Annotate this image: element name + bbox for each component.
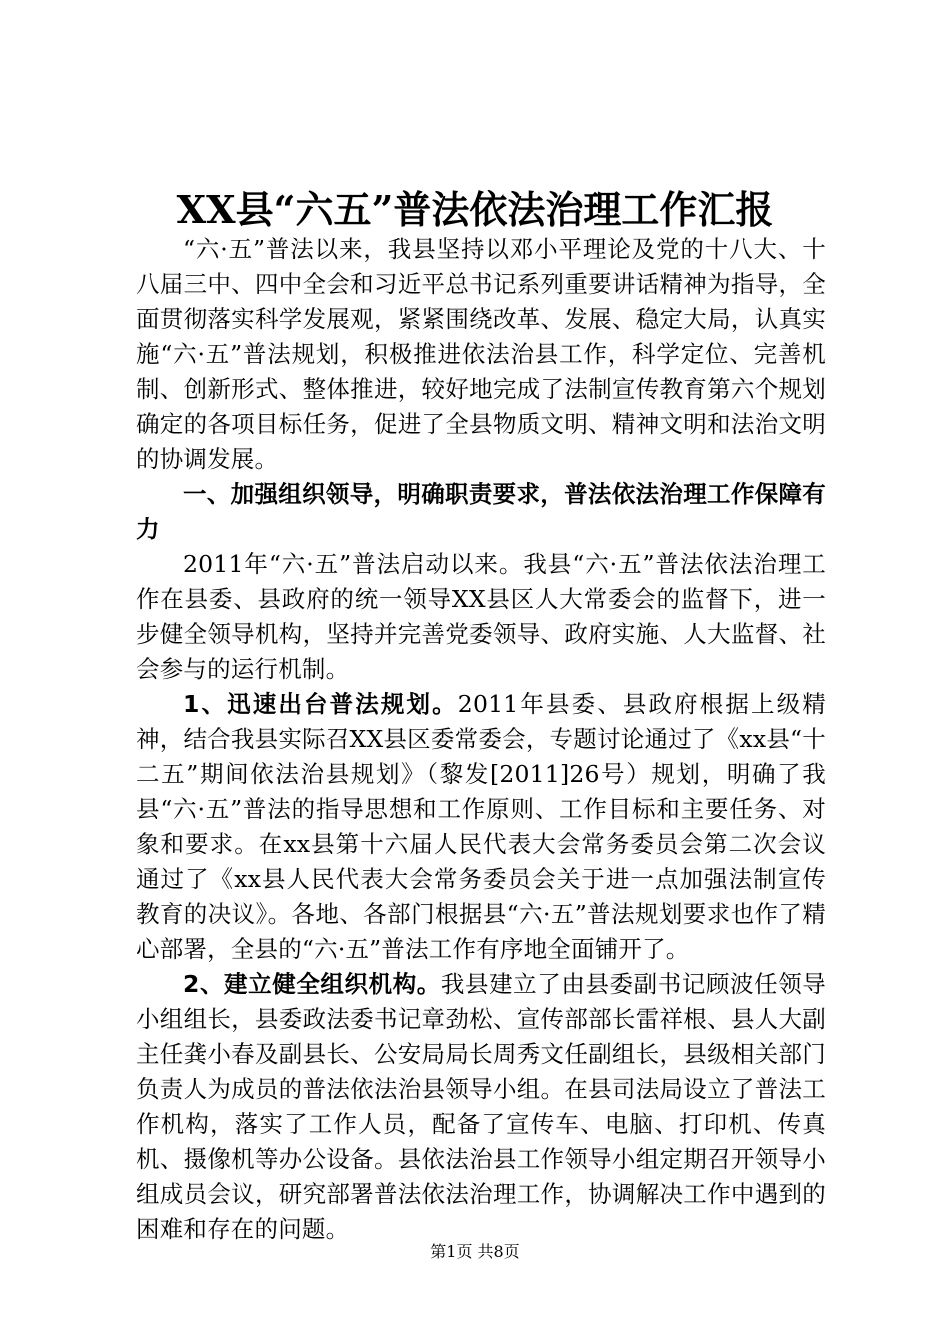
intro-paragraph <box>136 232 826 477</box>
item-paragraph-1 <box>136 687 826 967</box>
item-lead: 2、建立健全组织机构。 <box>183 970 441 998</box>
paragraph-text: “六·五”普法以来，我县坚持以邓小平理论及党的十八大、十八届三中、四中全会和习近平总书记系列重要讲话精神为指导，全面贯彻落实科学发展观，紧紧围绕改革、发展、稳定大局，认真实施“六·五”普法规划，积极推进依法治县工作，科学定位、完善机制、创新形式、整体推进，较好地完成了法制宣传教育第六个规划确定的各项目标任务，促进了全县物质文明、精神文明和法治文明的协调发展。 <box>136 235 826 473</box>
section-paragraph <box>136 547 826 687</box>
item-paragraph-2 <box>136 967 826 1247</box>
item-lead: 1、迅速出台普法规划。 <box>183 690 458 718</box>
heading-text: 一、加强组织领导，明确职责要求，普法依法治理工作保障有力 <box>136 480 826 543</box>
page-footer: 第1页 共8页 <box>430 1242 520 1261</box>
document-title: XX县“六五”普法依法治理工作汇报 <box>176 187 774 232</box>
paragraph-text: 2011年县委、县政府根据上级精神，结合我县实际召XX县区委常委会，专题讨论通过了《xx县“十二五”期间依法治县规划》（黎发[2011]26号）规划，明确了我县“六·五”普法的指导思想和工作原则、工作目标和主要任务、对象和要求。在xx县第十六届人民代表大会常务委员会第二次会议通过了《xx县人民代表大会常务委员会关于进一点加强法制宣传教育的决议》。各地、各部门根据县“六·五”普法规划要求也作了精心部署，全县的“六·五”普法工作有序地全面铺开了。 <box>136 690 826 963</box>
section-heading <box>136 477 826 547</box>
paragraph-text: 2011年“六·五”普法启动以来。我县“六·五”普法依法治理工作在县委、县政府的统一领导XX县区人大常委会的监督下，进一步健全领导机构，坚持并完善党委领导、政府实施、人大监督、社会参与的运行机制。 <box>136 550 826 683</box>
document-body <box>136 232 826 1247</box>
paragraph-text: 我县建立了由县委副书记顾波任领导小组组长，县委政法委书记章劲松、宣传部部长雷祥根、县人大副主任龚小春及副县长、公安局局长周秀文任副组长，县级相关部门负责人为成员的普法依法治县领导小组。在县司法局设立了普法工作机构，落实了工作人员，配备了宣传车、电脑、打印机、传真机、摄像机等办公设备。县依法治县工作领导小组定期召开领导小组成员会议，研究部署普法依法治理工作，协调解决工作中遇到的困难和存在的问题。 <box>136 970 826 1243</box>
